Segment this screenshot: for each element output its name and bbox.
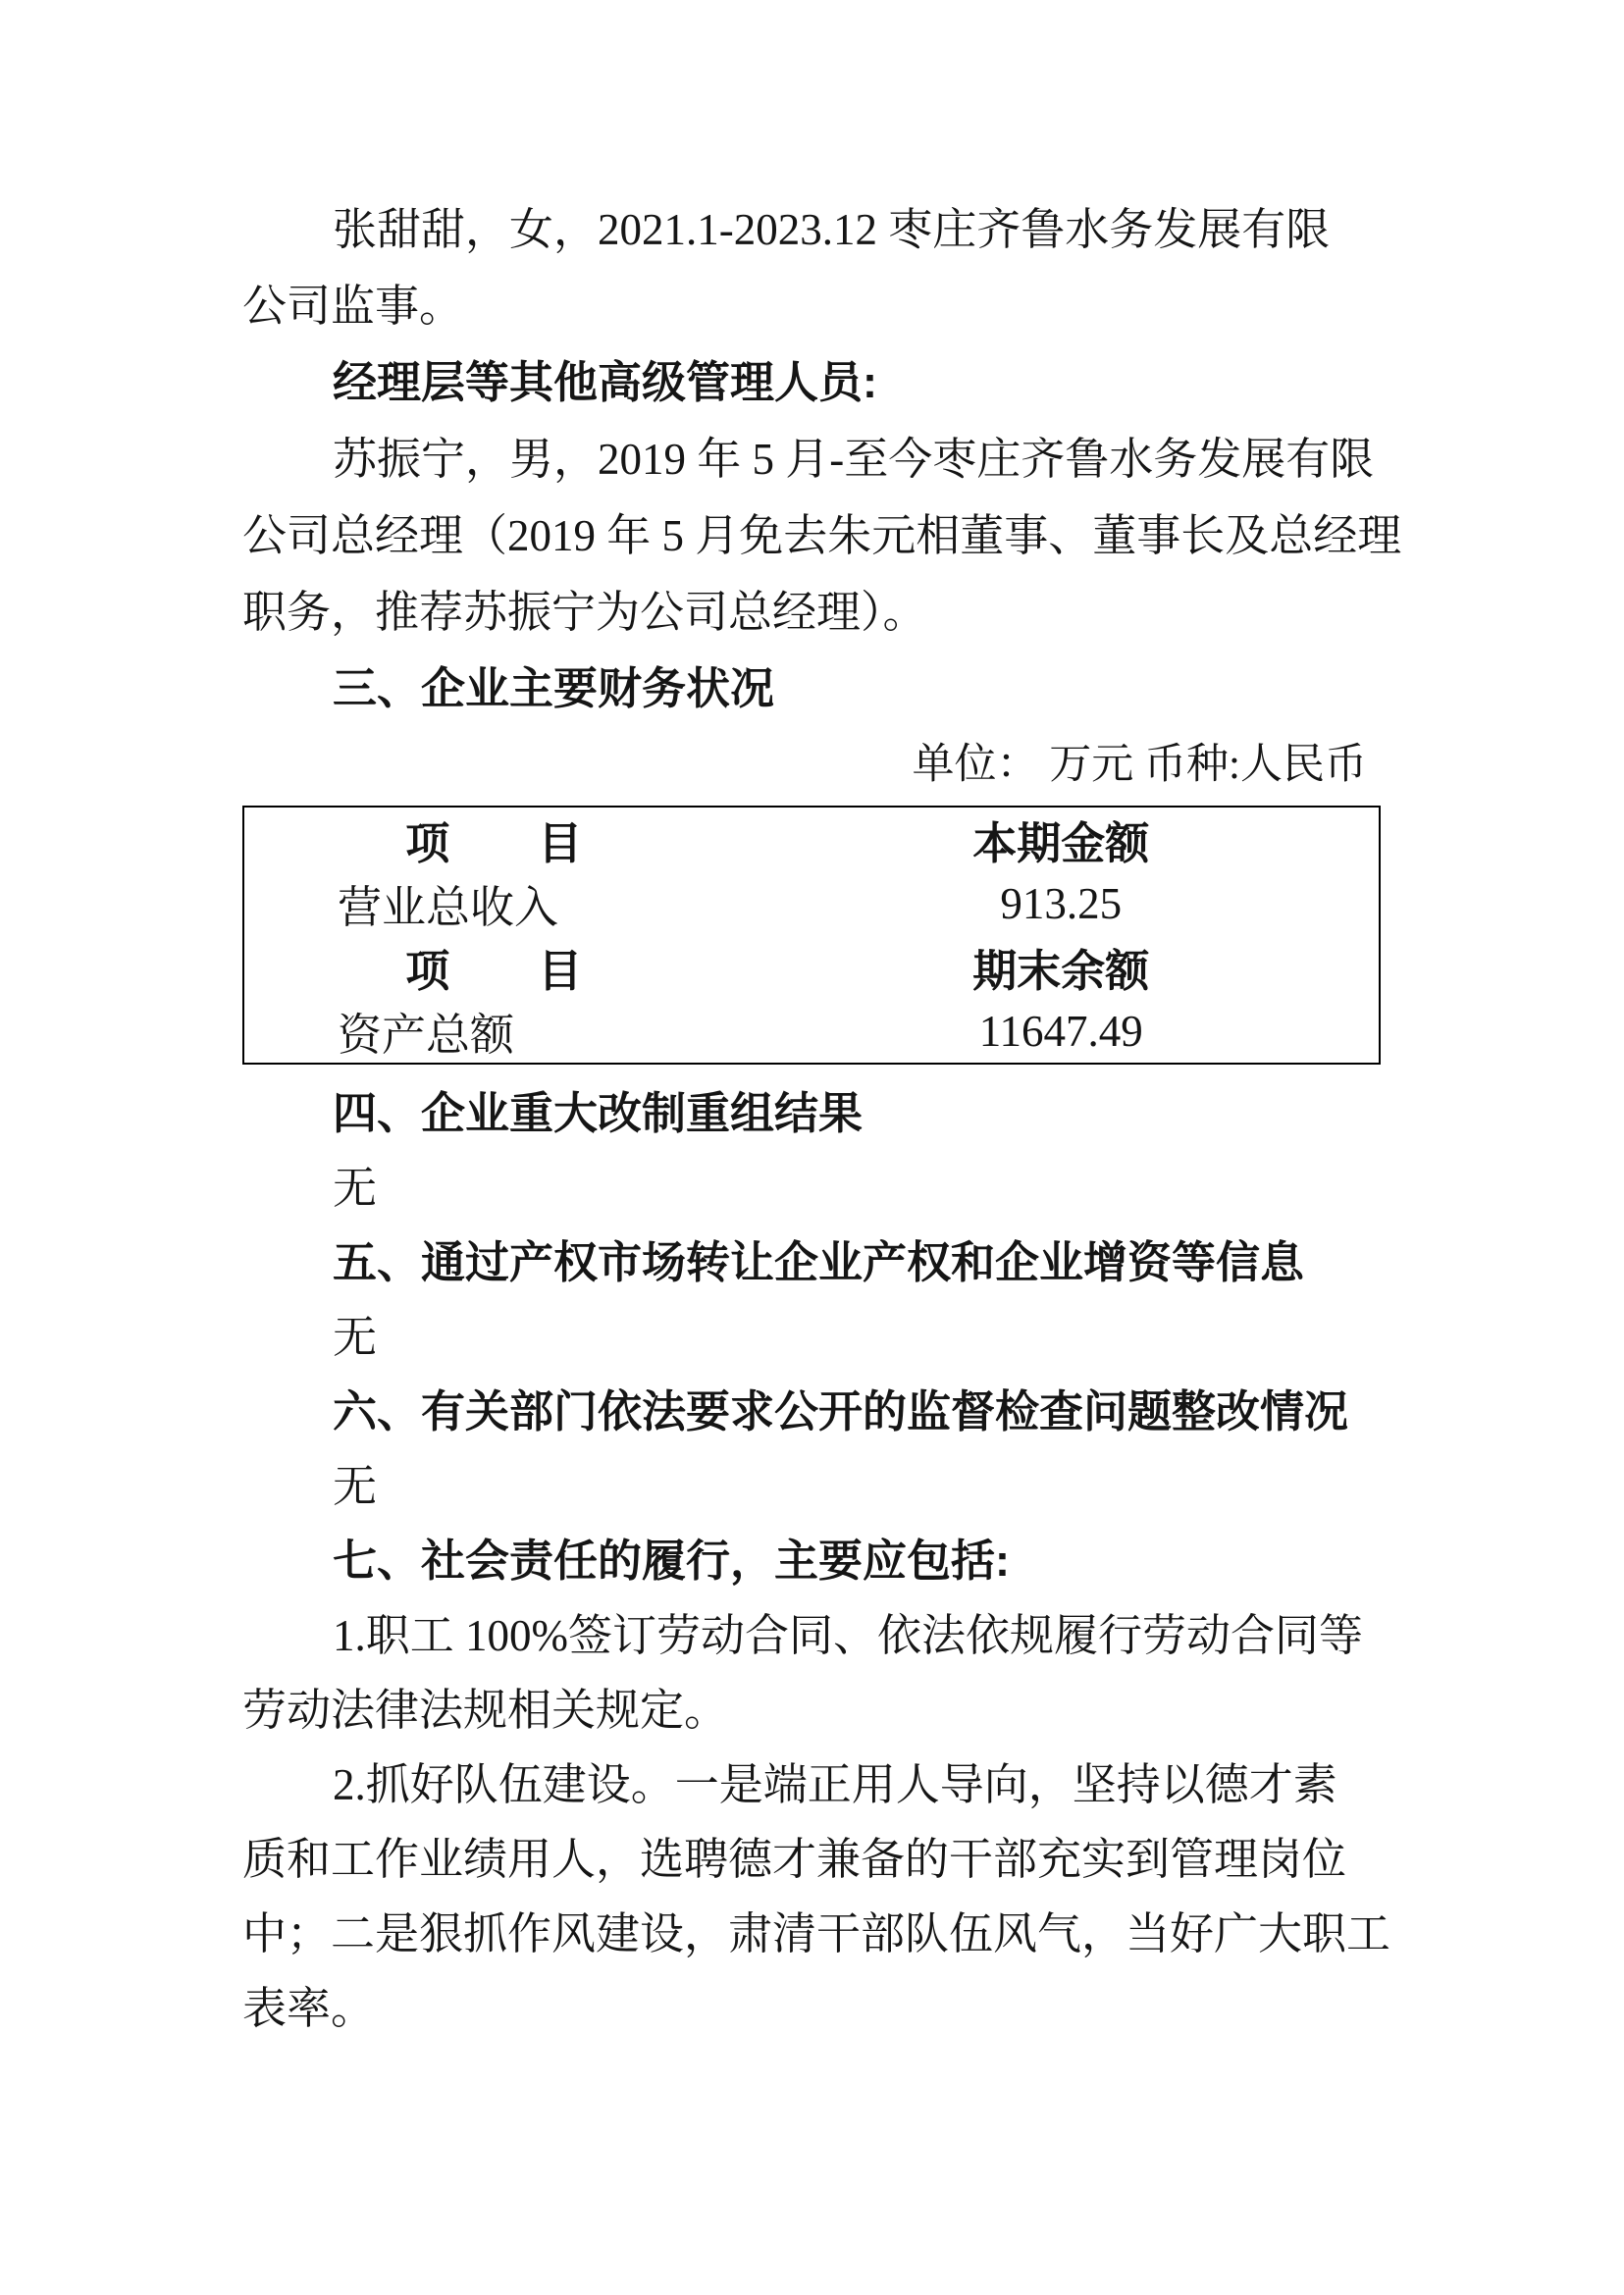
text-line: 2.抓好队伍建设。一是端正用人导向，坚持以德才素 — [333, 1760, 1337, 1809]
item-value-cell: 本期金额 — [972, 818, 1150, 868]
section-heading: 五、通过产权市场转让企业产权和企业增资等信息 — [333, 1237, 1305, 1287]
text-line: 质和工作业绩用人，选聘德才兼备的干部充实到管理岗位 — [242, 1835, 1347, 1884]
text-line: 表率。 — [242, 1984, 376, 2033]
financial-summary-table — [242, 806, 1381, 1065]
item-label-cell: 项 目 — [405, 818, 583, 868]
text-line: 无 — [333, 1164, 378, 1213]
item-label-cell: 资产总额 — [338, 1011, 515, 1060]
table-header-row — [243, 935, 1380, 999]
text-line: 公司监事。 — [242, 282, 464, 331]
item-value-cell: 11647.49 — [978, 1006, 1143, 1056]
section-heading: 七、社会责任的履行，主要应包括: — [333, 1536, 1010, 1586]
unit-currency-note: 单位： 万元 币种:人民币 — [912, 742, 1367, 788]
item-value-cell: 期末余额 — [972, 946, 1150, 996]
table-header-row — [243, 807, 1380, 871]
text-line: 无 — [333, 1462, 378, 1511]
text-line: 公司总经理（2019 年 5 月免去朱元相董事、董事长及总经理 — [242, 511, 1402, 560]
section-heading: 六、有关部门依法要求公开的监督检查问题整改情况 — [333, 1386, 1349, 1436]
item-label-cell: 项 目 — [405, 946, 583, 996]
table-data-row — [243, 871, 1380, 935]
text-line: 劳动法律法规相关规定。 — [242, 1686, 729, 1735]
text-line: 无 — [333, 1313, 378, 1362]
item-value-cell: 913.25 — [1000, 878, 1123, 928]
text-line: 1.职工 100%签订劳动合同、依法依规履行劳动合同等 — [333, 1611, 1363, 1660]
section-heading: 四、企业重大改制重组结果 — [333, 1088, 864, 1138]
text-line: 苏振宁，男，2019 年 5 月-至今枣庄齐鲁水务发展有限 — [333, 435, 1375, 484]
text-line: 张甜甜，女，2021.1-2023.12 枣庄齐鲁水务发展有限 — [333, 205, 1331, 254]
item-label-cell: 营业总收入 — [338, 883, 559, 932]
section-heading: 三、企业主要财务状况 — [333, 663, 775, 713]
table-data-row — [243, 999, 1380, 1064]
text-line: 职务，推荐苏振宁为公司总经理）。 — [242, 588, 927, 637]
text-line: 中；二是狠抓作风建设，肃清干部队伍风气，当好广大职工 — [242, 1909, 1391, 1958]
section-heading: 经理层等其他高级管理人员: — [333, 357, 877, 407]
document-content — [242, 191, 1402, 2046]
